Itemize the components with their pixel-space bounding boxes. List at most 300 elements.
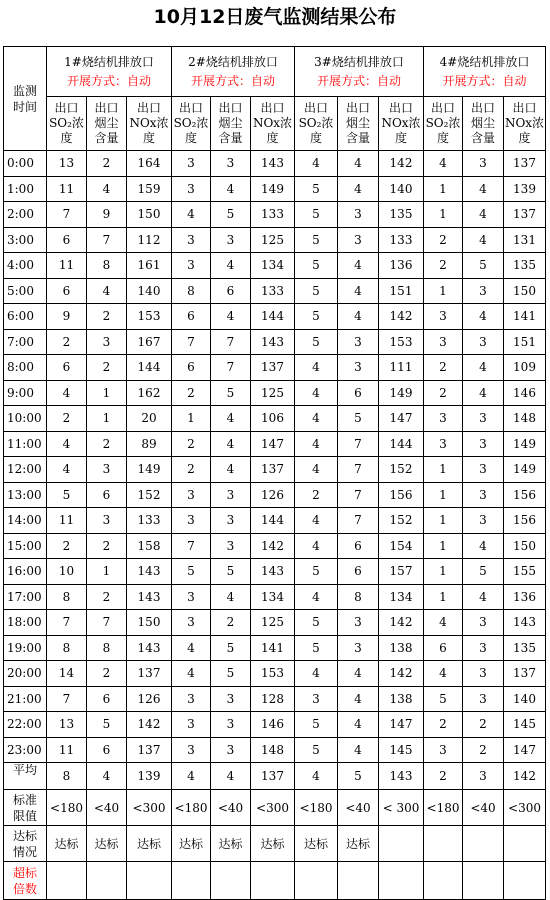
dust-header-line: 出口	[345, 101, 370, 115]
page-title: 10月12日废气监测结果公布	[153, 6, 397, 28]
value-cell: 6	[172, 355, 211, 381]
value-cell: 164	[127, 151, 172, 177]
value-cell: 7	[338, 431, 379, 457]
value-cell: 5	[463, 559, 504, 585]
value-cell: 4	[47, 457, 87, 483]
value-cell: 5	[295, 304, 338, 330]
value-cell: 7	[211, 355, 251, 381]
value-cell: 144	[251, 304, 295, 330]
value-cell: 2	[47, 533, 87, 559]
value-cell: 2	[424, 227, 463, 253]
value-cell: 138	[379, 686, 424, 712]
value-cell: 142	[127, 712, 172, 738]
value-cell: 3	[463, 661, 504, 687]
value-cell: 6	[172, 304, 211, 330]
time-cell: 9:00	[4, 380, 47, 406]
value-cell: 151	[379, 278, 424, 304]
value-cell: 3	[424, 329, 463, 355]
value-cell: 4	[211, 406, 251, 432]
dust-header-line: 出口	[94, 101, 119, 115]
average-cell: 5	[338, 763, 379, 790]
value-cell: 5	[424, 686, 463, 712]
value-cell: 3	[211, 508, 251, 534]
time-cell: 22:00	[4, 712, 47, 738]
time-cell: 12:00	[4, 457, 47, 483]
exceed-cell	[463, 862, 504, 900]
value-cell: 3	[172, 151, 211, 177]
value-cell: 8	[87, 253, 127, 279]
value-cell: 137	[127, 737, 172, 763]
value-cell: 3	[338, 329, 379, 355]
value-cell: 145	[504, 712, 546, 738]
value-cell: 5	[47, 482, 87, 508]
value-cell: 3	[295, 686, 338, 712]
value-cell: 143	[504, 610, 546, 636]
value-cell: 2	[87, 533, 127, 559]
value-cell: 7	[47, 202, 87, 228]
value-cell: 6	[211, 278, 251, 304]
value-cell: 137	[504, 661, 546, 687]
average-cell: 4	[172, 763, 211, 790]
nox-header-line: 度	[142, 131, 155, 145]
status-label-line1: 达标	[12, 828, 37, 843]
value-cell: 147	[379, 712, 424, 738]
value-cell: 5	[87, 712, 127, 738]
value-cell: 134	[251, 253, 295, 279]
value-cell: 146	[251, 712, 295, 738]
value-cell: 142	[251, 533, 295, 559]
nox-header-line: 度	[266, 131, 279, 145]
value-cell: 1	[424, 508, 463, 534]
value-cell: 147	[504, 737, 546, 763]
value-cell: 143	[251, 559, 295, 585]
group-mode: 开展方式：自动	[316, 73, 401, 88]
value-cell: 125	[251, 380, 295, 406]
time-cell: 5:00	[4, 278, 47, 304]
value-cell: 134	[379, 584, 424, 610]
value-cell: 3	[463, 151, 504, 177]
value-cell: 4	[211, 584, 251, 610]
time-cell: 14:00	[4, 508, 47, 534]
value-cell: 3	[172, 253, 211, 279]
table-row	[4, 508, 546, 534]
value-cell: 126	[251, 482, 295, 508]
time-cell: 20:00	[4, 661, 47, 687]
value-cell: 5	[295, 176, 338, 202]
limit-cell: <40	[463, 790, 504, 826]
table-row	[4, 278, 546, 304]
emission-table	[3, 46, 546, 900]
dust-header	[211, 97, 251, 151]
value-cell: 4	[463, 304, 504, 330]
value-cell: 6	[47, 227, 87, 253]
value-cell: 156	[504, 508, 546, 534]
table-row	[4, 737, 546, 763]
value-cell: 6	[87, 686, 127, 712]
value-cell: 4	[211, 457, 251, 483]
group-name: 4#烧结机排放口	[439, 54, 530, 69]
status-cell	[424, 826, 463, 862]
value-cell: 4	[338, 737, 379, 763]
value-cell: 5	[295, 202, 338, 228]
value-cell: 8	[87, 635, 127, 661]
nox-header-line: 出口	[136, 101, 161, 115]
value-cell: 137	[504, 151, 546, 177]
value-cell: 6	[47, 278, 87, 304]
value-cell: 2	[47, 406, 87, 432]
time-cell: 11:00	[4, 431, 47, 457]
value-cell: 140	[127, 278, 172, 304]
value-cell: 140	[504, 686, 546, 712]
average-cell: 139	[127, 763, 172, 790]
value-cell: 4	[295, 457, 338, 483]
value-cell: 4	[338, 176, 379, 202]
value-cell: 4	[463, 584, 504, 610]
group-name: 2#烧结机排放口	[188, 54, 278, 69]
time-cell: 15:00	[4, 533, 47, 559]
so2-header-line: SO₂浓	[49, 116, 84, 130]
value-cell: 111	[379, 355, 424, 381]
average-cell: 2	[424, 763, 463, 790]
value-cell: 7	[87, 610, 127, 636]
value-cell: 1	[424, 584, 463, 610]
value-cell: 2	[211, 610, 251, 636]
value-cell: 2	[47, 329, 87, 355]
value-cell: 4	[211, 304, 251, 330]
time-cell: 16:00	[4, 559, 47, 585]
table-row	[4, 635, 546, 661]
value-cell: 133	[379, 227, 424, 253]
value-cell: 156	[504, 482, 546, 508]
time-cell: 6:00	[4, 304, 47, 330]
status-cell: 达标	[127, 826, 172, 862]
exceed-cell	[172, 862, 211, 900]
value-cell: 152	[379, 508, 424, 534]
value-cell: 4	[295, 380, 338, 406]
value-cell: 153	[379, 329, 424, 355]
value-cell: 2	[87, 431, 127, 457]
status-cell: 达标	[338, 826, 379, 862]
value-cell: 4	[463, 227, 504, 253]
so2-header-line: 度	[436, 131, 449, 145]
value-cell: 3	[211, 533, 251, 559]
value-cell: 136	[379, 253, 424, 279]
exceed-label	[4, 862, 47, 900]
value-cell: 4	[211, 176, 251, 202]
group-mode: 开展方式：自动	[190, 73, 275, 88]
value-cell: 149	[504, 431, 546, 457]
value-cell: 1	[424, 482, 463, 508]
value-cell: 4	[463, 202, 504, 228]
value-cell: 4	[424, 610, 463, 636]
table-row	[4, 610, 546, 636]
value-cell: 2	[87, 661, 127, 687]
status-cell: 达标	[211, 826, 251, 862]
value-cell: 4	[172, 661, 211, 687]
status-cell	[379, 826, 424, 862]
exceed-cell	[424, 862, 463, 900]
value-cell: 5	[295, 737, 338, 763]
value-cell: 6	[338, 559, 379, 585]
table-row	[4, 482, 546, 508]
exceed-row	[4, 862, 546, 900]
value-cell: 20	[127, 406, 172, 432]
value-cell: 7	[47, 686, 87, 712]
value-cell: 153	[251, 661, 295, 687]
value-cell: 3	[211, 737, 251, 763]
nox-header-line: 度	[394, 131, 407, 145]
value-cell: 159	[127, 176, 172, 202]
table-row	[4, 355, 546, 381]
value-cell: 3	[172, 508, 211, 534]
value-cell: 143	[251, 329, 295, 355]
value-cell: 8	[47, 584, 87, 610]
value-cell: 3	[211, 712, 251, 738]
status-cell: 达标	[251, 826, 295, 862]
table-row	[4, 712, 546, 738]
value-cell: 4	[295, 151, 338, 177]
value-cell: 9	[47, 304, 87, 330]
value-cell: 3	[172, 482, 211, 508]
value-cell: 146	[504, 380, 546, 406]
value-cell: 3	[87, 457, 127, 483]
limit-cell: <180	[172, 790, 211, 826]
value-cell: 2	[87, 304, 127, 330]
value-cell: 142	[379, 610, 424, 636]
nox-header	[251, 97, 295, 151]
value-cell: 5	[211, 559, 251, 585]
value-cell: 126	[127, 686, 172, 712]
value-cell: 8	[172, 278, 211, 304]
average-cell: 142	[504, 763, 546, 790]
value-cell: 2	[295, 482, 338, 508]
value-cell: 1	[424, 533, 463, 559]
dust-header-line: 烟尘	[470, 116, 495, 130]
limit-cell: < 300	[379, 790, 424, 826]
value-cell: 5	[211, 661, 251, 687]
table-row	[4, 151, 546, 177]
time-cell: 21:00	[4, 686, 47, 712]
table-row	[4, 406, 546, 432]
value-cell: 161	[127, 253, 172, 279]
so2-header-line: 度	[309, 131, 322, 145]
time-cell: 19:00	[4, 635, 47, 661]
time-cell: 8:00	[4, 355, 47, 381]
average-cell: 143	[379, 763, 424, 790]
limit-cell: <40	[338, 790, 379, 826]
table-row	[4, 457, 546, 483]
value-cell: 5	[211, 380, 251, 406]
value-cell: 1	[172, 406, 211, 432]
exceed-cell	[87, 862, 127, 900]
so2-header	[47, 97, 87, 151]
value-cell: 4	[463, 355, 504, 381]
dust-header-line: 含量	[94, 131, 119, 145]
time-cell: 1:00	[4, 176, 47, 202]
value-cell: 8	[47, 635, 87, 661]
value-cell: 11	[47, 737, 87, 763]
value-cell: 4	[295, 584, 338, 610]
nox-header-line: 出口	[388, 101, 413, 115]
value-cell: 5	[295, 712, 338, 738]
limit-cell: <300	[251, 790, 295, 826]
value-cell: 131	[504, 227, 546, 253]
status-cell: 达标	[87, 826, 127, 862]
value-cell: 3	[463, 635, 504, 661]
value-cell: 5	[295, 278, 338, 304]
average-cell: 4	[295, 763, 338, 790]
value-cell: 3	[338, 635, 379, 661]
value-cell: 133	[127, 508, 172, 534]
exceed-label-line2: 倍数	[12, 881, 37, 896]
value-cell: 153	[127, 304, 172, 330]
status-label	[4, 826, 47, 862]
value-cell: 2	[87, 584, 127, 610]
time-cell: 0:00	[4, 151, 47, 177]
value-cell: 4	[47, 380, 87, 406]
value-cell: 1	[424, 278, 463, 304]
value-cell: 133	[251, 202, 295, 228]
nox-header	[504, 97, 546, 151]
nox-header-line: NOx浓	[381, 116, 421, 130]
value-cell: 4	[47, 431, 87, 457]
value-cell: 3	[463, 329, 504, 355]
limit-label-line1: 标准	[12, 792, 37, 807]
value-cell: 11	[47, 508, 87, 534]
nox-header-line: NOx浓	[129, 116, 169, 130]
time-header-line1: 监测	[12, 83, 37, 98]
value-cell: 152	[127, 482, 172, 508]
value-cell: 149	[379, 380, 424, 406]
average-cell: 3	[463, 763, 504, 790]
value-cell: 6	[338, 380, 379, 406]
value-cell: 6	[87, 737, 127, 763]
value-cell: 3	[211, 482, 251, 508]
limit-row	[4, 790, 546, 826]
value-cell: 4	[295, 508, 338, 534]
value-cell: 3	[463, 457, 504, 483]
value-cell: 3	[338, 355, 379, 381]
value-cell: 2	[87, 151, 127, 177]
value-cell: 135	[379, 202, 424, 228]
value-cell: 106	[251, 406, 295, 432]
dust-header-line: 出口	[470, 101, 495, 115]
value-cell: 145	[379, 737, 424, 763]
time-cell: 4:00	[4, 253, 47, 279]
value-cell: 4	[338, 661, 379, 687]
table-row	[4, 227, 546, 253]
value-cell: 2	[172, 457, 211, 483]
exceed-cell	[504, 862, 546, 900]
value-cell: 2	[172, 431, 211, 457]
table-row	[4, 253, 546, 279]
so2-header	[295, 97, 338, 151]
value-cell: 4	[424, 151, 463, 177]
value-cell: 5	[295, 559, 338, 585]
limit-cell: <180	[295, 790, 338, 826]
value-cell: 3	[424, 431, 463, 457]
value-cell: 7	[211, 329, 251, 355]
group-mode: 开展方式：自动	[442, 73, 527, 88]
value-cell: 6	[47, 355, 87, 381]
time-cell: 17:00	[4, 584, 47, 610]
so2-header-line: 出口	[303, 101, 328, 115]
value-cell: 3	[424, 737, 463, 763]
value-cell: 4	[295, 661, 338, 687]
value-cell: 154	[379, 533, 424, 559]
value-cell: 149	[504, 457, 546, 483]
value-cell: 2	[424, 380, 463, 406]
value-cell: 149	[127, 457, 172, 483]
value-cell: 167	[127, 329, 172, 355]
table-row	[4, 329, 546, 355]
limit-label-line2: 限值	[12, 808, 37, 823]
value-cell: 157	[379, 559, 424, 585]
value-cell: 3	[172, 584, 211, 610]
exceed-label-line1: 超标	[12, 865, 37, 880]
time-cell: 7:00	[4, 329, 47, 355]
value-cell: 141	[504, 304, 546, 330]
value-cell: 8	[338, 584, 379, 610]
exceed-cell	[295, 862, 338, 900]
dust-header-line: 含量	[470, 131, 495, 145]
value-cell: 3	[338, 202, 379, 228]
value-cell: 7	[47, 610, 87, 636]
limit-cell: <180	[424, 790, 463, 826]
group-mode: 开展方式：自动	[66, 73, 151, 88]
value-cell: 4	[295, 355, 338, 381]
value-cell: 5	[295, 253, 338, 279]
value-cell: 4	[211, 431, 251, 457]
value-cell: 4	[87, 278, 127, 304]
value-cell: 137	[251, 355, 295, 381]
dust-header-line: 烟尘	[218, 116, 243, 130]
value-cell: 147	[379, 406, 424, 432]
value-cell: 2	[87, 355, 127, 381]
value-cell: 3	[211, 686, 251, 712]
group-header-1	[47, 47, 172, 97]
status-cell	[463, 826, 504, 862]
value-cell: 4	[463, 380, 504, 406]
dust-header-line: 烟尘	[345, 116, 370, 130]
value-cell: 3	[211, 151, 251, 177]
value-cell: 3	[172, 227, 211, 253]
value-cell: 158	[127, 533, 172, 559]
value-cell: 5	[463, 253, 504, 279]
value-cell: 7	[338, 457, 379, 483]
value-cell: 152	[379, 457, 424, 483]
value-cell: 162	[127, 380, 172, 406]
value-cell: 5	[295, 610, 338, 636]
value-cell: 1	[424, 559, 463, 585]
value-cell: 140	[379, 176, 424, 202]
table-row	[4, 176, 546, 202]
status-cell: 达标	[47, 826, 87, 862]
value-cell: 1	[424, 202, 463, 228]
value-cell: 7	[172, 329, 211, 355]
so2-header-line: 度	[184, 131, 197, 145]
group-header-2	[172, 47, 295, 97]
nox-header	[379, 97, 424, 151]
value-cell: 3	[463, 278, 504, 304]
average-cell: 4	[87, 763, 127, 790]
value-cell: 2	[463, 712, 504, 738]
limit-cell: <40	[87, 790, 127, 826]
value-cell: 125	[251, 610, 295, 636]
sub-header-row	[4, 97, 546, 151]
status-label-line2: 情况	[12, 844, 37, 859]
value-cell: 143	[127, 635, 172, 661]
